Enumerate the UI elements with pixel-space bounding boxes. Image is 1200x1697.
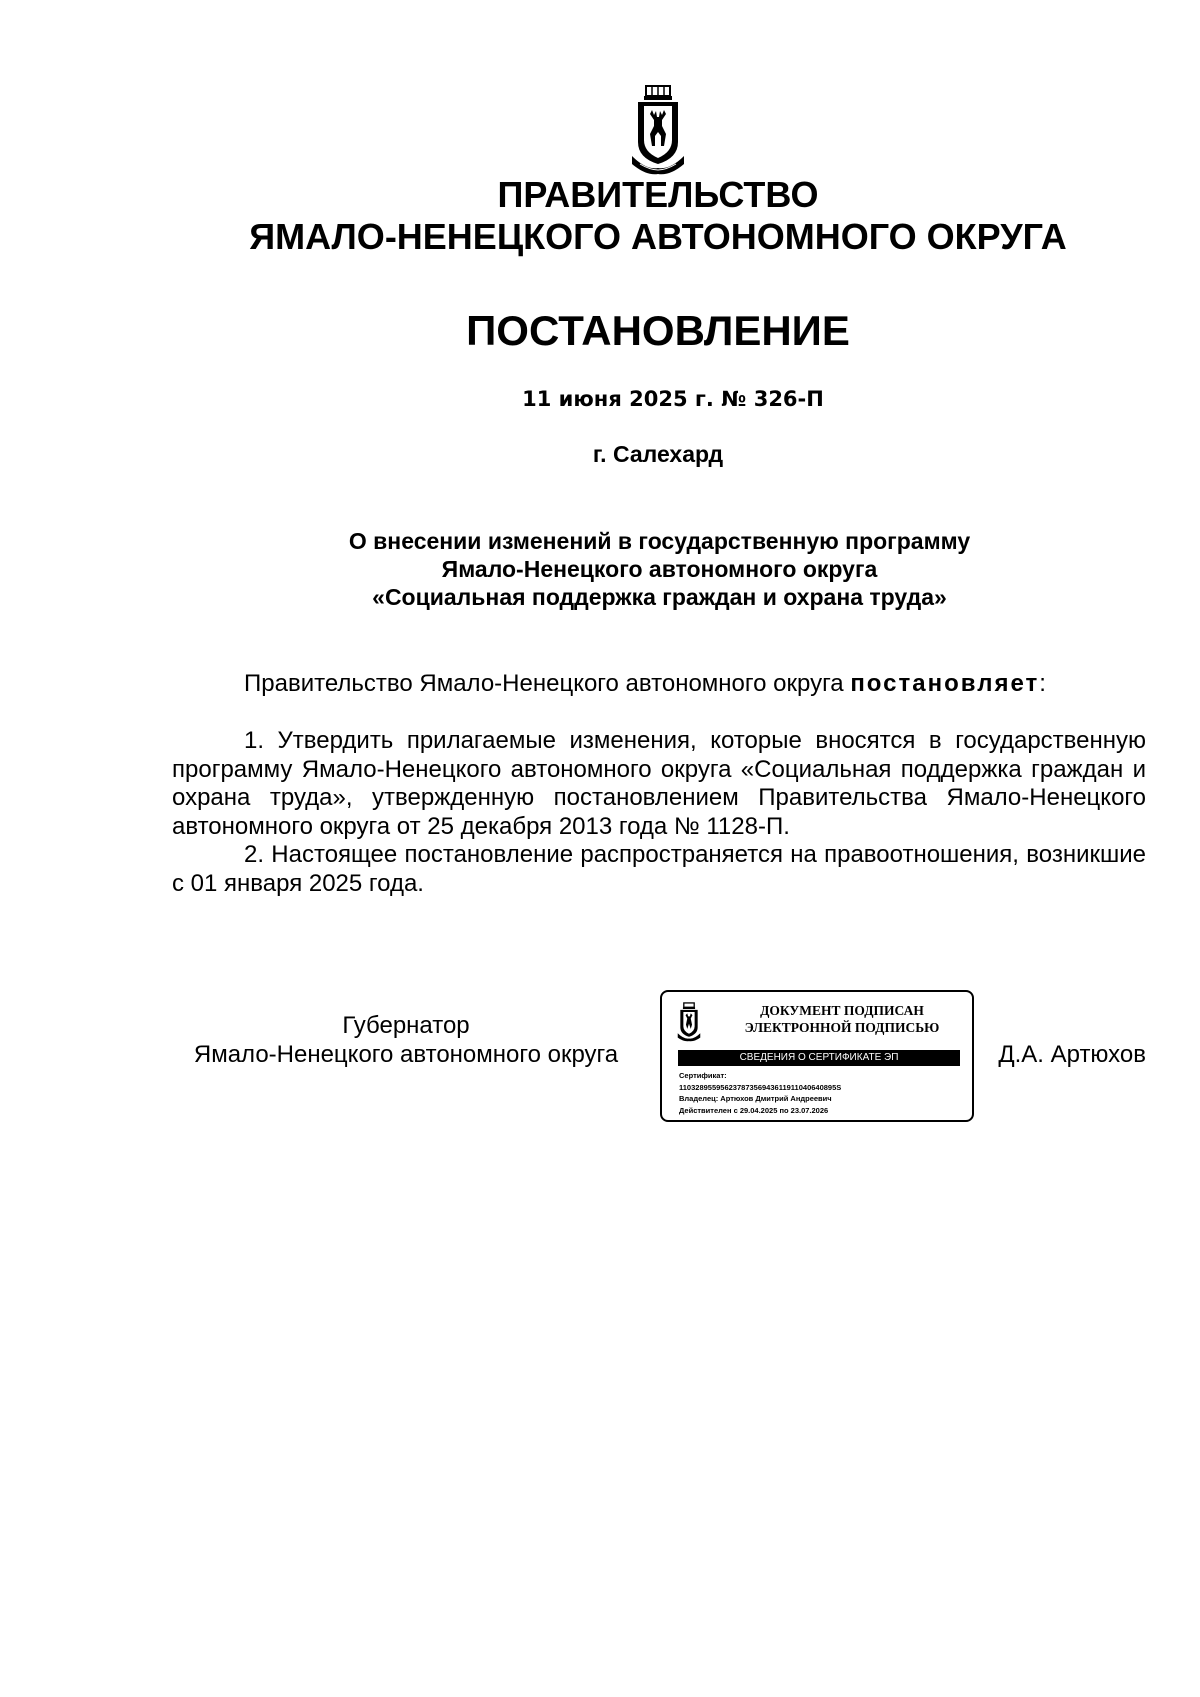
resolution-item: 1. Утвердить прилагаемые изменения, которые вносятся в государственную программу Ямало-Ненецкого автономного округа «Социальная поддержка граждан и охрана труда», утвержденную постановлением Правительства Ямало-Ненецкого автономного округа от 25 декабря 2013 года № 1128-П.	[172, 727, 1146, 840]
document-city: г. Салехард	[592, 441, 724, 467]
certificate-validity: Действителен с 29.04.2025 по 23.07.2026	[679, 1105, 829, 1115]
org-name-line2: ЯМАЛО-НЕНЕЦКОГО АВТОНОМНОГО ОКРУГА	[249, 216, 1067, 257]
preamble-tail: :	[1039, 670, 1046, 697]
resolution-item: 2. Настоящее постановление распространяется на правоотношения, возникшие с 01 января 2025 года.	[172, 841, 1146, 897]
subject-line: Ямало-Ненецкого автономного округа	[441, 556, 878, 582]
electronic-signature-stamp	[660, 990, 974, 1122]
certificate-details	[679, 1070, 963, 1116]
certificate-number: 11032895595623787356943611911040640895S	[679, 1082, 842, 1092]
subject-line: О внесении изменений в государственную программу	[348, 528, 971, 554]
resolution-items	[172, 727, 1146, 898]
certificate-owner: Владелец: Артюхов Дмитрий Андреевич	[679, 1094, 832, 1103]
stamp-heading-line: ДОКУМЕНТ ПОДПИСАН	[760, 1003, 924, 1018]
yamal-coat-of-arms-icon	[628, 84, 688, 176]
document-type: ПОСТАНОВЛЕНИЕ	[466, 307, 850, 354]
document-date-number: 11 июня 2025 г. № 326-П	[522, 387, 824, 411]
subject-line: «Социальная поддержка граждан и охрана труда»	[372, 584, 947, 610]
signer-name: Д.А. Артюхов	[998, 1041, 1146, 1068]
stamp-heading-line: ЭЛЕКТРОННОЙ ПОДПИСЬЮ	[744, 1020, 940, 1035]
yamal-coat-of-arms-icon	[676, 1002, 702, 1042]
signer-position: Губернатор	[342, 1012, 470, 1039]
stamp-heading	[722, 1002, 962, 1036]
org-name-line1: ПРАВИТЕЛЬСТВО	[497, 174, 819, 215]
signer-title	[172, 1011, 640, 1069]
preamble-emphasis: постановляет	[850, 670, 1040, 697]
signer-region: Ямало-Ненецкого автономного округа	[193, 1041, 619, 1068]
certificate-label: Сертификат:	[679, 1071, 727, 1080]
document-subject	[172, 527, 1147, 611]
certificate-info-bar: СВЕДЕНИЯ О СЕРТИФИКАТЕ ЭП	[678, 1050, 960, 1066]
preamble	[172, 670, 1146, 699]
preamble-text: Правительство Ямало-Ненецкого автономного округа	[244, 670, 851, 697]
